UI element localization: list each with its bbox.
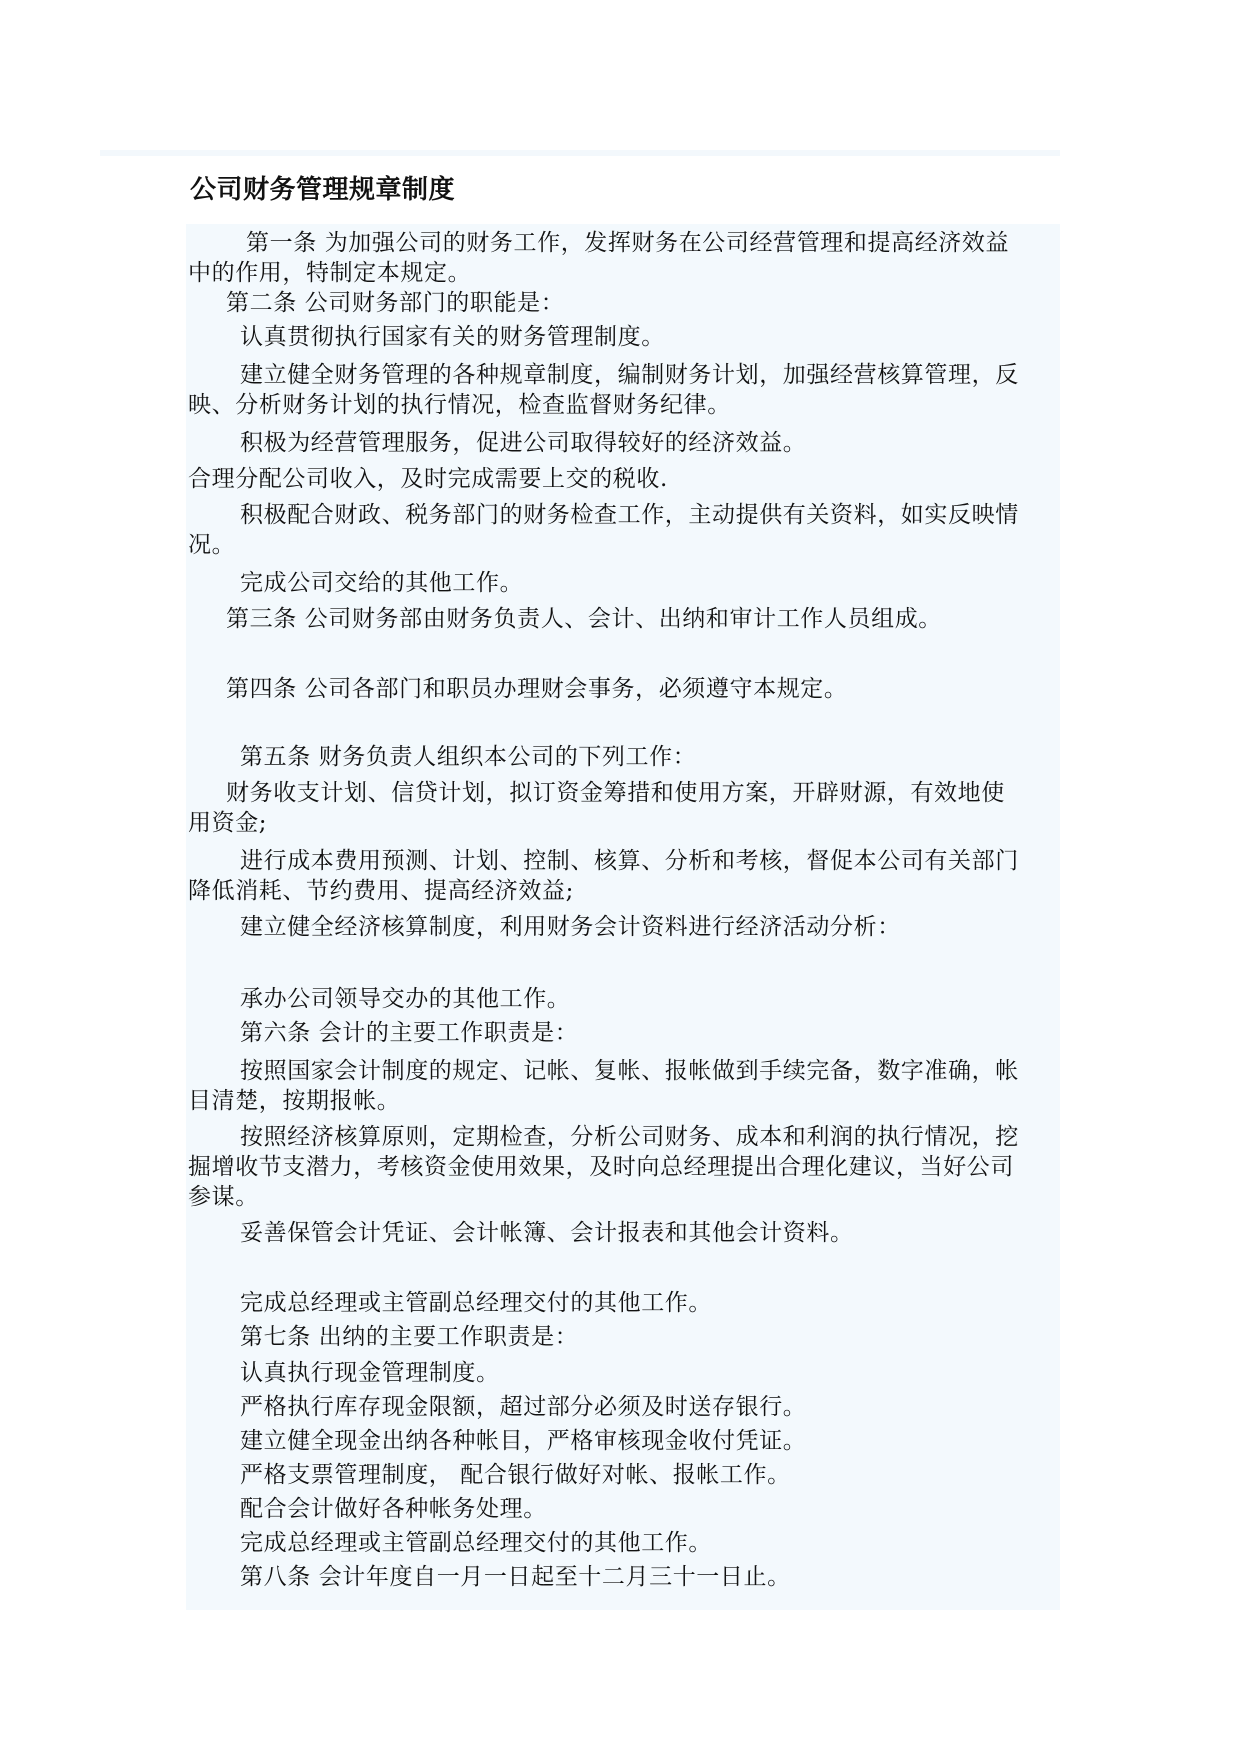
text-line: 参谋。 bbox=[188, 1184, 259, 1210]
document-body bbox=[186, 224, 1060, 1610]
text-line: 按照经济核算原则，定期检查，分析公司财务、成本和利润的执行情况，挖 bbox=[240, 1124, 1019, 1150]
text-line: 按照国家会计制度的规定、记帐、复帐、报帐做到手续完备，数字准确，帐 bbox=[240, 1058, 1019, 1084]
text-line: 况。 bbox=[188, 532, 236, 558]
text-line: 第五条 财务负责人组织本公司的下列工作： bbox=[240, 744, 697, 770]
text-line: 掘增收节支潜力，考核资金使用效果，及时向总经理提出合理化建议，当好公司 bbox=[188, 1154, 1014, 1180]
text-line: 积极配合财政、税务部门的财务检查工作，主动提供有关资料，如实反映情 bbox=[240, 502, 1019, 528]
text-line: 完成总经理或主管副总经理交付的其他工作。 bbox=[240, 1530, 712, 1556]
text-line: 第一条 为加强公司的财务工作，发挥财务在公司经营管理和提高经济效益 bbox=[246, 230, 1010, 256]
text-line: 第四条 公司各部门和职员办理财会事务，必须遵守本规定。 bbox=[226, 676, 848, 702]
text-line: 中的作用，特制定本规定。 bbox=[188, 260, 472, 286]
text-line: 完成总经理或主管副总经理交付的其他工作。 bbox=[240, 1290, 712, 1316]
text-line: 进行成本费用预测、计划、控制、核算、分析和考核，督促本公司有关部门 bbox=[240, 848, 1019, 874]
text-line: 妥善保管会计凭证、会计帐簿、会计报表和其他会计资料。 bbox=[240, 1220, 854, 1246]
text-line: 承办公司领导交办的其他工作。 bbox=[240, 986, 571, 1012]
text-line: 认真贯彻执行国家有关的财务管理制度。 bbox=[240, 324, 665, 350]
text-line: 映、分析财务计划的执行情况，检查监督财务纪律。 bbox=[188, 392, 731, 418]
top-divider bbox=[100, 150, 1060, 156]
text-line: 配合会计做好各种帐务处理。 bbox=[240, 1496, 547, 1522]
text-line: 严格执行库存现金限额，超过部分必须及时送存银行。 bbox=[240, 1394, 807, 1420]
text-line: 严格支票管理制度， 配合银行做好对帐、报帐工作。 bbox=[240, 1462, 791, 1488]
text-line: 建立健全经济核算制度，利用财务会计资料进行经济活动分析： bbox=[240, 914, 901, 940]
text-line: 合理分配公司收入，及时完成需要上交的税收. bbox=[188, 466, 668, 492]
text-line: 第八条 会计年度自一月一日起至十二月三十一日止。 bbox=[240, 1564, 791, 1590]
text-line: 完成公司交给的其他工作。 bbox=[240, 570, 524, 596]
text-line: 第三条 公司财务部由财务负责人、会计、出纳和审计工作人员组成。 bbox=[226, 606, 942, 632]
document-title: 公司财务管理规章制度 bbox=[190, 175, 456, 205]
text-line: 第七条 出纳的主要工作职责是： bbox=[240, 1324, 579, 1350]
text-line: 建立健全现金出纳各种帐目，严格审核现金收付凭证。 bbox=[240, 1428, 807, 1454]
text-line: 建立健全财务管理的各种规章制度，编制财务计划，加强经营核算管理，反 bbox=[240, 362, 1019, 388]
text-line: 认真执行现金管理制度。 bbox=[240, 1360, 500, 1386]
text-line: 降低消耗、节约费用、提高经济效益; bbox=[188, 878, 574, 904]
text-line: 第二条 公司财务部门的职能是： bbox=[226, 290, 565, 316]
text-line: 积极为经营管理服务，促进公司取得较好的经济效益。 bbox=[240, 430, 807, 456]
text-line: 目清楚，按期报帐。 bbox=[188, 1088, 401, 1114]
text-line: 用资金; bbox=[188, 810, 268, 836]
text-line: 财务收支计划、信贷计划，拟订资金筹措和使用方案，开辟财源，有效地使 bbox=[226, 780, 1005, 806]
text-line: 第六条 会计的主要工作职责是： bbox=[240, 1020, 579, 1046]
